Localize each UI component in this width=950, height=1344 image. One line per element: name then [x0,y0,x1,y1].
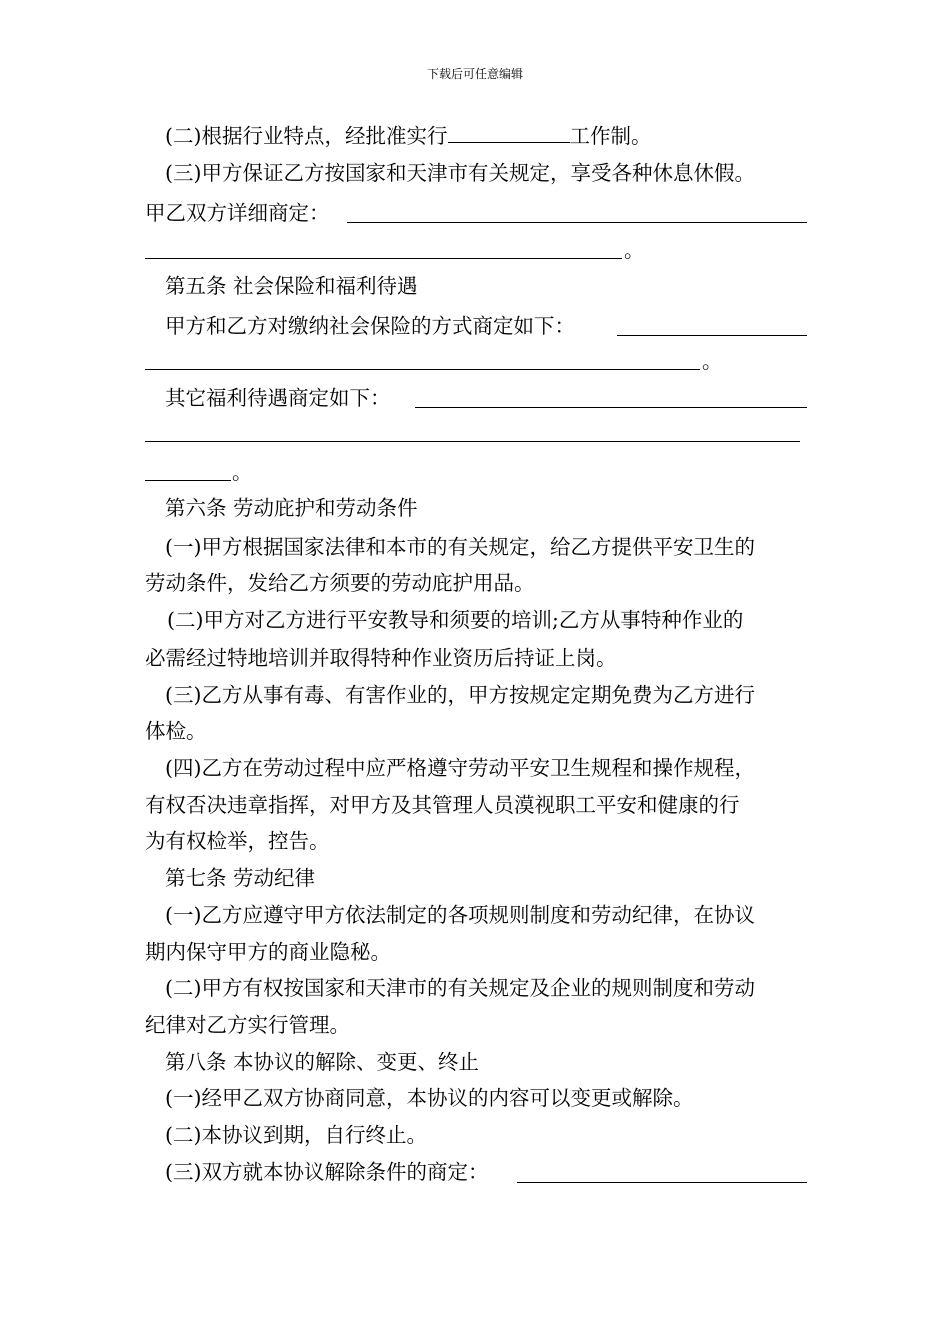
clause-6-3: (三)乙方从事有毒、有害作业的，甲方按规定定期免费为乙方进行 [165,683,755,707]
fill-blank [415,407,807,408]
clause-4-2 [165,118,652,148]
fill-blank [145,369,700,370]
fill-blank [517,1182,807,1183]
fill-blank [145,480,231,481]
clause-7-2: (二)甲方有权按国家和天津市的有关规定及企业的规则制度和劳动 [165,976,755,1000]
clause-text: (二)根据行业特点，经批准实行 [165,124,448,148]
clause-6-4-cont: 有权否决违章指挥，对甲方及其管理人员漠视职工平安和健康的行 [145,793,740,817]
fill-blank [617,335,807,336]
fill-blank [145,258,622,259]
line-end-period: 。 [702,349,722,373]
clause-text: 工作制。 [569,124,652,148]
line-end-period: 。 [624,238,644,262]
article-6-heading: 第六条 劳动庇护和劳动条件 [165,496,418,520]
clause-6-4-cont: 为有权检举，控告。 [145,829,330,853]
clause-6-4: (四)乙方在劳动过程中应严格遵守劳动平安卫生规程和操作规程， [165,756,755,780]
fill-blank [347,222,807,223]
clause-7-2-cont: 纪律对乙方实行管理。 [145,1013,350,1037]
clause-7-1-cont: 期内保守甲方的商业隐秘。 [145,940,391,964]
clause-5-insurance: 甲方和乙方对缴纳社会保险的方式商定如下： [165,314,575,338]
clause-6-2-cont: 必需经过特地培训并取得特种作业资历后持证上岗。 [145,646,617,670]
article-7-heading: 第七条 劳动纪律 [165,866,316,890]
page-header: 下载后可任意编辑 [426,67,523,81]
clause-8-2: (二)本协议到期，自行终止。 [165,1123,427,1147]
clause-4-3-detail: 甲乙双方详细商定： [145,201,330,225]
clause-8-3: (三)双方就本协议解除条件的商定： [165,1160,489,1184]
clause-8-1: (一)经甲乙双方协商同意，本协议的内容可以变更或解除。 [165,1086,694,1110]
clause-6-3-cont: 体检。 [145,719,207,743]
clause-6-1: (一)甲方根据国家法律和本市的有关规定，给乙方提供平安卫生的 [165,535,755,559]
clause-5-welfare: 其它福利待遇商定如下： [165,386,391,410]
clause-6-1-cont: 劳动条件，发给乙方须要的劳动庇护用品。 [145,571,535,595]
clause-4-3: (三)甲方保证乙方按国家和天津市有关规定，享受各种休息休假。 [165,161,755,185]
fill-blank [145,441,800,442]
article-5-heading: 第五条 社会保险和福利待遇 [165,274,418,298]
article-8-heading: 第八条 本协议的解除、变更、终止 [165,1050,480,1074]
fill-blank [448,118,570,143]
clause-7-1: (一)乙方应遵守甲方依法制定的各项规则制度和劳动纪律，在协议 [165,903,755,927]
line-end-period: 。 [232,460,252,484]
clause-6-2: (二)甲方对乙方进行平安教导和须要的培训;乙方从事特种作业的 [167,608,744,632]
